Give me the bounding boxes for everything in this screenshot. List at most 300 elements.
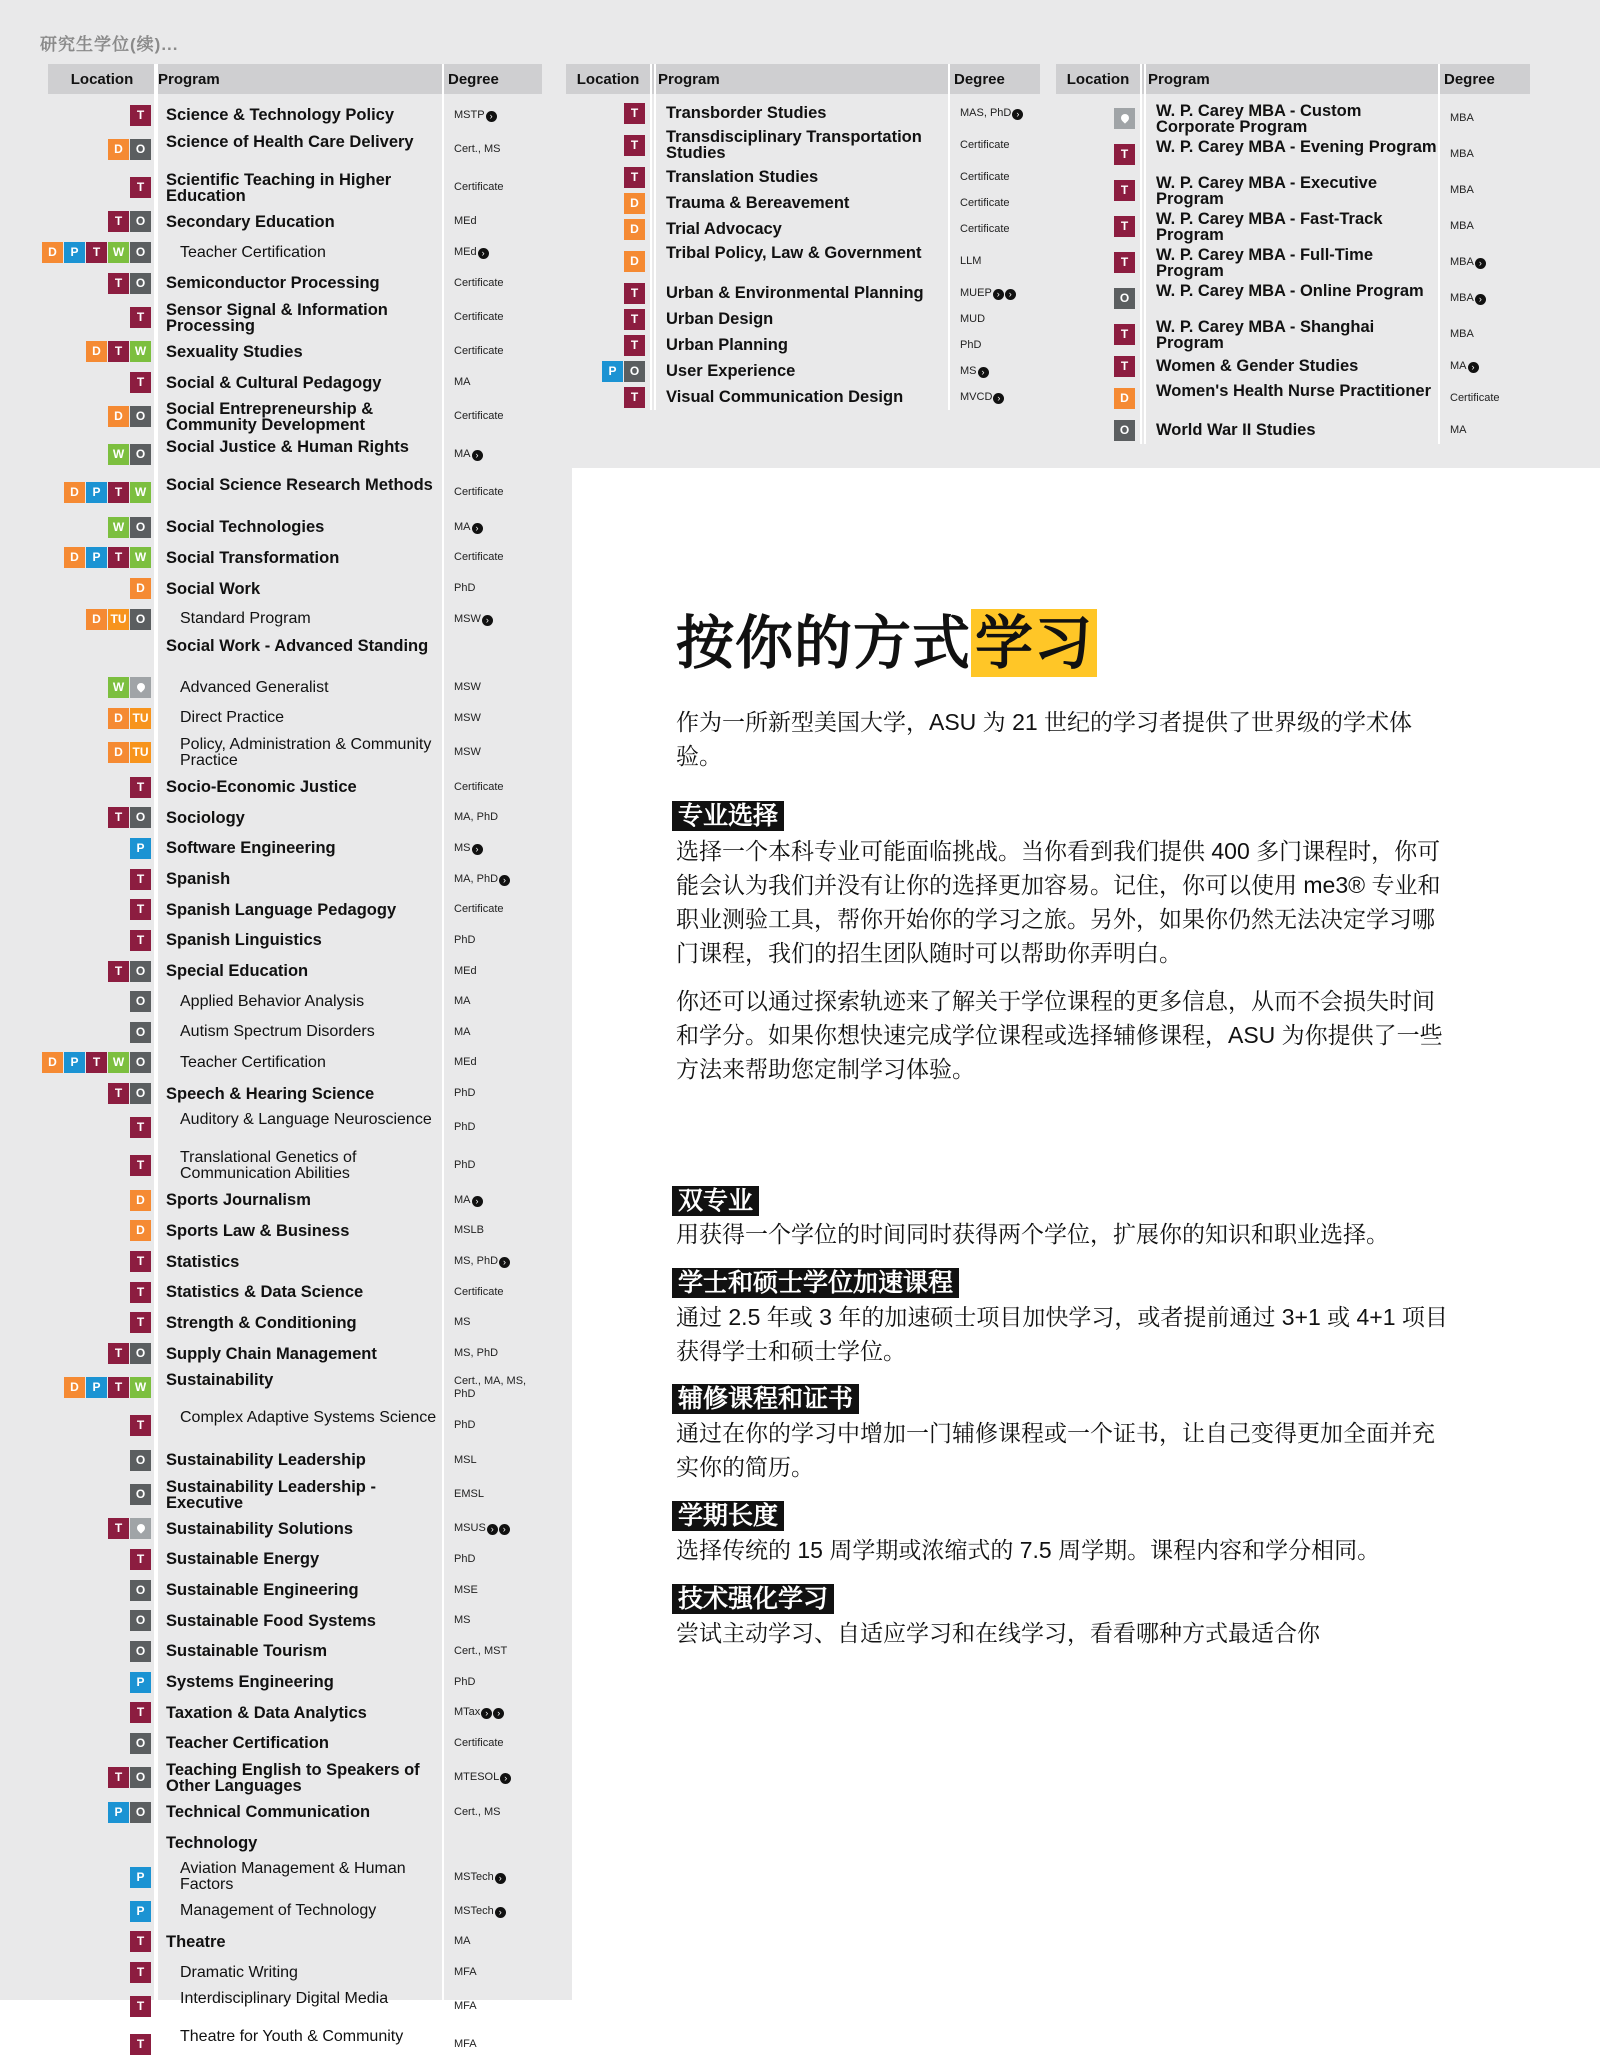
location-badge-t: T [130,869,151,890]
degree-text: MA [1450,423,1467,436]
degree-text: MFA [454,2038,477,2051]
degree-value [454,1056,538,1069]
degree-value [454,1553,538,1566]
degree-value [454,1614,538,1627]
degree-value [454,1935,538,1948]
degree-value [960,339,1036,352]
location-badge-d: D [130,578,151,599]
degree-text: MUD [960,312,986,325]
program-name: Technical Communication [166,1803,371,1821]
program-name: Direct Practice [180,709,285,727]
location-badge-o: O [130,1580,151,1601]
degree-text: MA [454,1025,471,1038]
heading-text: 按你的方式 [676,609,972,677]
degree-text: MA [454,995,471,1008]
location-badge-o: O [130,1052,151,1073]
table-row [48,1078,542,1109]
program-name: Statistics & Data Science [166,1283,364,1302]
degree-value [454,1806,538,1819]
location-badge-t: T [108,1377,129,1398]
degree-text: Certificate [454,903,504,916]
program-name: Sustainable Energy [166,1550,320,1569]
program-name: Sociology [166,808,245,827]
degree-value [454,965,538,978]
degree-value [454,1454,538,1467]
program-name: Urban Planning [666,336,788,354]
degree-value [454,1966,538,1979]
degree-value [454,376,538,389]
degree-table-1 [48,64,542,2064]
location-badge-w: W [130,482,151,503]
location-badge-w: W [130,341,151,362]
program-name: Socio-Economic Justice [166,778,357,797]
location-badge-d: D [108,708,129,729]
section-label: 研究生学位(续)... [40,35,179,54]
program-name: Advanced Generalist [180,678,329,696]
table-row [566,164,1040,190]
table-row [566,242,1040,280]
program-name: Sustainable Tourism [166,1642,328,1661]
location-badge-d: D [624,219,645,240]
degree-text: MBA [1450,255,1474,268]
location-badge-t: T [86,1052,107,1073]
table-row [48,1476,542,1514]
online-arrow-icon: › [472,523,483,534]
degree-value [454,781,538,794]
degree-text: Certificate [454,311,504,324]
degree-value [960,365,1036,378]
degree-text: MSTP [454,108,485,121]
degree-value [454,2000,538,2013]
location-badge-t: T [108,1518,129,1539]
degree-value [454,1645,538,1658]
location-badge-t: T [108,961,129,982]
header-location: Location [70,71,134,88]
program-name: Sports Journalism [166,1191,311,1210]
location-badge-t: T [130,899,151,920]
location-badge-w: W [108,444,129,465]
table-row [48,207,542,238]
table-row [48,1827,542,1858]
table-row [48,1514,542,1545]
program-name: Sports Law & Business [166,1221,350,1240]
degree-text: PhD [454,1159,476,1172]
online-arrow-icon: › [1475,258,1486,269]
degree-text: Cert., MA, MS, PhD [454,1375,527,1401]
location-badge-o: O [130,961,151,982]
table-row [48,772,542,803]
table-row [48,169,542,207]
degree-value [454,1316,538,1329]
table-row [48,268,542,299]
degree-text: MBA [1450,183,1474,196]
online-arrow-icon: › [500,1773,511,1784]
program-name: Semiconductor Processing [166,274,380,293]
degree-value [454,143,538,156]
table-row [48,237,542,268]
degree-text: MSW [454,681,481,694]
program-name: Teaching English to Speakers of Other Languages [166,1760,420,1795]
table-row [566,332,1040,358]
table-row [48,436,542,474]
table-row [48,673,542,704]
table-row [48,1957,542,1988]
online-arrow-icon: › [978,367,989,378]
location-badge-t: T [624,103,645,124]
table-row [48,512,542,543]
location-badge-w: W [130,547,151,568]
header-location: Location [1066,71,1130,88]
table-row [1056,100,1530,136]
location-pin-icon [130,1518,151,1539]
location-badge-w: W [108,1052,129,1073]
location-badge-o: O [130,139,151,160]
degree-value [454,551,538,564]
degree-text: PhD [454,1552,476,1565]
location-badge-d: D [64,1377,85,1398]
program-name: Social Justice & Human Rights [166,437,409,456]
degree-value [454,1522,538,1535]
table-row [566,190,1040,216]
degree-value [1450,148,1526,161]
location-badge-t: T [108,547,129,568]
location-badge-t: T [108,211,129,232]
degree-text: MSTech [454,1870,494,1883]
degree-text: Certificate [454,181,504,194]
program-name: Technology [166,1833,258,1852]
table-row [48,1338,542,1369]
location-badge-t: T [624,387,645,408]
degree-value [1450,256,1526,269]
degree-table-2 [566,64,1040,410]
location-badge-w: W [108,677,129,698]
degree-text: Certificate [454,780,504,793]
program-name: Trial Advocacy [666,220,782,238]
location-badge-o: O [1114,420,1135,441]
major-choice-paragraph-1: 选择一个本科专业可能面临挑战。当你看到我们提供 400 多门课程时，你可能会认为我们并没有让你的选择更加容易。记住，你可以使用 me3® 专业和职业测验工具，帮你开始你的学习之旅。另外，如果你仍然无法决定学习哪门课程，我们的招生团队随时可以帮助你弄明白。 [676,838,1441,966]
online-arrow-icon: › [1005,289,1016,300]
degree-text: PhD [454,1419,476,1432]
location-badge-t: T [108,1083,129,1104]
online-arrow-icon: › [493,1708,504,1719]
degree-text: MS [454,1614,471,1627]
location-badge-t: T [130,105,151,126]
degree-text: MA [454,1935,471,1948]
column-divider [654,64,656,410]
location-badge-o: O [130,444,151,465]
location-badge-t: T [624,283,645,304]
location-badge-p: P [86,1377,107,1398]
degree-text: Cert., MST [454,1644,508,1657]
program-name: Taxation & Data Analytics [166,1703,367,1722]
location-badge-o: O [130,1641,151,1662]
table-row [566,126,1040,164]
location-badge-o: O [130,211,151,232]
degree-value [960,313,1036,326]
location-badge-o: O [130,273,151,294]
table-row [48,1308,542,1339]
online-arrow-icon: › [487,1524,498,1535]
degree-text: MEd [454,246,477,259]
table-row [1056,416,1530,444]
program-name: Speech & Hearing Science [166,1084,375,1103]
degree-value [454,181,538,194]
table-row [48,474,542,512]
location-badge-w: W [108,242,129,263]
program-name: Sustainable Food Systems [166,1611,376,1630]
column-divider [650,64,652,410]
column-divider [442,64,444,2064]
location-badge-o: O [130,1733,151,1754]
degree-text: MVCD [960,390,993,403]
table-row [48,894,542,925]
degree-text: MTESOL [454,1771,500,1784]
location-badge-d: D [108,139,129,160]
degree-value [454,1737,538,1750]
degree-text: Certificate [454,551,504,564]
table-row [48,1896,542,1927]
location-badge-t: T [1114,356,1135,377]
table-header [1056,64,1530,94]
location-badge-t: T [130,1702,151,1723]
degree-text: MSLB [454,1224,484,1237]
location-badge-w: W [130,1377,151,1398]
column-divider [154,64,156,2064]
minor-tag: 辅修课程和证书 [672,1384,859,1414]
degree-value [454,1026,538,1039]
location-badge-d: D [108,406,129,427]
header-program: Program [158,71,220,88]
degree-text: Certificate [960,138,1010,151]
map-pin-icon [135,682,146,693]
degree-value [454,613,538,626]
table-row [1056,352,1530,380]
table-row [48,604,542,635]
major-choice-tag: 专业选择 [672,801,784,831]
location-badge-o: O [130,1610,151,1631]
location-badge-tu: TU [108,609,129,630]
table-row [48,1109,542,1147]
online-arrow-icon: › [495,1907,506,1918]
program-name: Sustainability Solutions [166,1519,354,1538]
program-name: W. P. Carey MBA - Online Program [1156,282,1424,300]
table-row [566,100,1040,126]
location-badge-t: T [130,777,151,798]
degree-text: MSUS [454,1522,486,1535]
degree-text: MSW [454,612,481,625]
location-badge-o: O [130,1484,151,1505]
table-row [566,216,1040,242]
location-badge-p: P [602,361,623,382]
degree-text: Certificate [454,345,504,358]
table-row [1056,172,1530,208]
location-badge-t: T [130,930,151,951]
program-name: Theatre [166,1932,226,1951]
degree-value [454,521,538,534]
degree-value [960,223,1036,236]
location-badge-o: O [130,1022,151,1043]
degree-text: MS, PhD [454,1347,499,1359]
double-major-desc: 用获得一个学位的时间同时获得两个学位，扩展你的知识和职业选择。 [676,1221,1389,1247]
article-heading [676,608,1097,678]
degree-value [960,391,1036,404]
program-name: Sexuality Studies [166,342,303,361]
location-badge-t: T [108,1767,129,1788]
location-badge-o: O [130,1802,151,1823]
location-badge-o: O [130,1767,151,1788]
table-row [48,703,542,734]
table-row [48,635,542,673]
location-badge-d: D [130,1190,151,1211]
table-row [48,734,542,772]
location-badge-t: T [624,309,645,330]
degree-value [1450,292,1526,305]
program-name: Science & Technology Policy [166,106,395,125]
location-badge-t: T [130,1155,151,1176]
table-row [48,1575,542,1606]
program-name: Statistics [166,1252,240,1271]
location-badge-t: T [130,2034,151,2055]
program-name: W. P. Carey MBA - Shanghai Program [1156,318,1375,352]
map-pin-icon [135,1523,146,1534]
table-row [48,1277,542,1308]
degree-value [960,255,1036,268]
location-badge-t: T [130,177,151,198]
location-badge-t: T [130,1251,151,1272]
table-row [48,864,542,895]
degree-text: EMSL [454,1488,484,1500]
degree-value [454,2038,538,2051]
degree-value [960,107,1036,120]
location-badge-o: O [624,361,645,382]
header-location: Location [576,71,640,88]
location-badge-d: D [86,341,107,362]
degree-text: Certificate [960,222,1010,235]
location-badge-p: P [130,838,151,859]
table-row [48,1858,542,1896]
table-row [48,925,542,956]
program-name: Strength & Conditioning [166,1313,357,1332]
program-name: Teacher Certification [180,243,326,261]
program-name: Secondary Education [166,212,335,231]
degree-value [454,410,538,423]
program-name: W. P. Carey MBA - Custom Corporate Program [1156,102,1362,136]
location-badge-p: P [130,1901,151,1922]
table-row [48,956,542,987]
location-badge-t: T [108,807,129,828]
degree-text: MSE [454,1583,478,1596]
program-name: Tribal Policy, Law & Government [666,244,922,262]
degree-value [454,1771,538,1784]
location-badge-t: T [130,1117,151,1138]
location-badge-t: T [108,273,129,294]
table-row [48,398,542,436]
location-badge-o: O [1114,288,1135,309]
degree-value [960,171,1036,184]
degree-text: Certificate [454,276,504,289]
table-row [566,280,1040,306]
degree-value [454,712,538,725]
accelerated-desc: 通过 2.5 年或 3 年的加速硕士项目加快学习，或者提前通过 3+1 或 4+1 项目获得学士和硕士学位。 [676,1304,1448,1364]
degree-value [454,1706,538,1719]
table-row [48,1185,542,1216]
degree-value [454,1375,538,1401]
degree-text: MA [454,376,471,389]
program-name: User Experience [666,362,796,380]
location-badge-t: T [130,1549,151,1570]
program-name: Science of Health Care Delivery [166,132,414,151]
degree-text: Certificate [960,196,1010,209]
degree-value [454,1347,538,1360]
location-badge-d: D [624,251,645,272]
program-name: Policy, Administration & Community Practice [180,735,432,769]
degree-value [1450,112,1526,125]
degree-value [454,811,538,824]
location-badge-o: O [130,609,151,630]
location-pin-icon [130,677,151,698]
degree-value [454,1419,538,1432]
degree-value [454,1194,538,1207]
degree-value [454,1087,538,1100]
degree-text: MA, PhD [454,872,499,885]
degree-value [1450,220,1526,233]
location-badge-t: T [1114,252,1135,273]
degree-text: MBA [1450,219,1474,232]
table-row [48,1147,542,1185]
degree-value [454,1905,538,1918]
location-badge-t: T [130,1962,151,1983]
table-row [48,1445,542,1476]
degree-value [960,287,1036,300]
column-divider [156,64,158,2064]
program-name: W. P. Carey MBA - Evening Program [1156,138,1437,156]
degree-value [454,582,538,595]
program-name: Systems Engineering [166,1673,334,1692]
location-badge-p: P [86,547,107,568]
degree-text: PhD [960,338,982,351]
table-row [1056,380,1530,416]
program-name: Social Entrepreneurship & Community Development [166,399,374,434]
table-row [1056,316,1530,352]
location-badge-d: D [130,1220,151,1241]
program-name: Translational Genetics of Communication Abilities [180,1148,357,1182]
table-row [566,358,1040,384]
header-degree: Degree [448,71,499,88]
degree-text: MFA [454,2000,477,2013]
program-name: Aviation Management & Human Factors [180,1860,406,1893]
program-name: Scientific Teaching in Higher Education [166,170,392,205]
program-name: Interdisciplinary Digital Media [180,1989,389,2007]
degree-text: MA [454,448,471,461]
degree-value [1450,360,1526,373]
program-name: Sensor Signal & Information Processing [166,300,388,335]
online-arrow-icon: › [1475,294,1486,305]
degree-text: MBA [1450,291,1474,304]
program-name: Standard Program [180,610,311,628]
location-badge-d: D [42,1052,63,1073]
table-row [48,573,542,604]
table-row [48,1605,542,1636]
location-badge-o: O [130,991,151,1012]
online-arrow-icon: › [482,615,493,626]
table-row [48,543,542,574]
degree-value [454,1871,538,1884]
degree-text: Cert., MS [454,143,501,156]
double-major-tag: 双专业 [672,1186,759,1216]
degree-value [454,842,538,855]
table-row [48,1246,542,1277]
degree-text: MA, PhD [454,811,499,824]
